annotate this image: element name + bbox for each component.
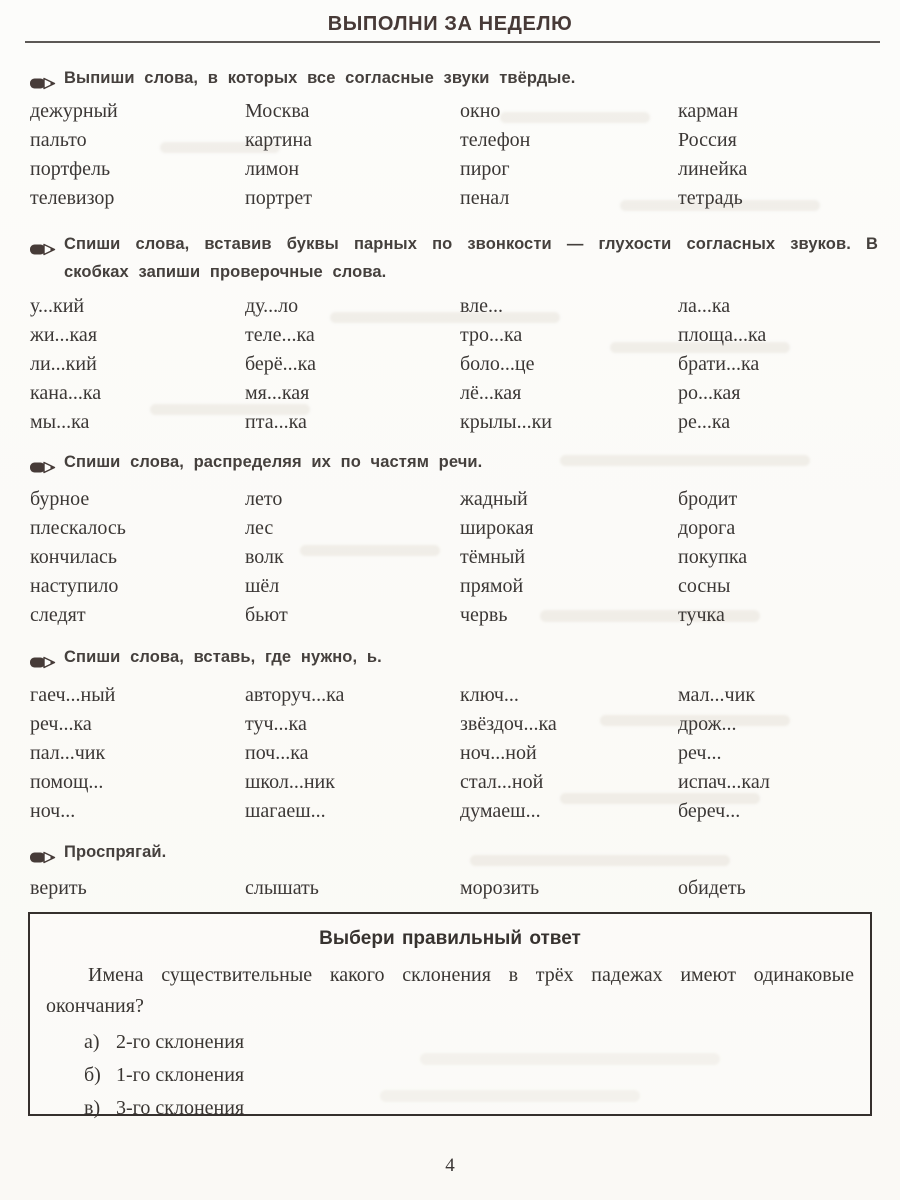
word-item: сосны: [678, 575, 731, 597]
word-item: думаеш...: [460, 800, 541, 822]
quiz-title: Выбери правильный ответ: [319, 928, 581, 949]
word-grid: [30, 485, 878, 630]
word-item: ключ...: [460, 684, 519, 706]
word-item: бурное: [30, 488, 90, 510]
word-item: дежурный: [30, 100, 118, 122]
word-item: мы...ка: [30, 411, 90, 433]
word-item: реч...ка: [30, 713, 92, 735]
task-section-3: [30, 448, 878, 626]
word-item: брати...ка: [678, 353, 760, 375]
pencil-icon: [30, 845, 56, 858]
word-item: Россия: [678, 129, 737, 151]
word-item: берё...ка: [245, 353, 316, 375]
word-item: наступило: [30, 575, 119, 597]
word-item: тетрадь: [678, 187, 743, 209]
word-grid: [30, 681, 878, 826]
word-item: лес: [245, 517, 274, 539]
task-instruction-text: Спиши слова, распределяя их по частям речи.: [64, 453, 483, 471]
word-item: жи...кая: [30, 324, 98, 346]
word-item: ре...ка: [678, 411, 731, 433]
pencil-icon: [30, 71, 56, 84]
task-instruction: [30, 643, 878, 671]
word-item: пал...чик: [30, 742, 106, 764]
word-item: тучка: [678, 604, 725, 626]
word-item: лё...кая: [460, 382, 522, 404]
word-item: теле...ка: [245, 324, 315, 346]
word-item: дорога: [678, 517, 736, 539]
word-item: площа...ка: [678, 324, 767, 346]
word-item: реч...: [678, 742, 722, 764]
word-item: крылы...ки: [460, 411, 552, 433]
word-item: мя...кая: [245, 382, 310, 404]
option-letter: а): [84, 1031, 100, 1053]
word-item: портрет: [245, 187, 313, 209]
word-item: тёмный: [460, 546, 526, 568]
header-divider: [25, 41, 880, 43]
word-item: помощ...: [30, 771, 104, 793]
word-item: телефон: [460, 129, 531, 151]
quiz-option-v: [84, 1092, 854, 1125]
word-item: прямой: [460, 575, 524, 597]
word-item: жадный: [460, 488, 528, 510]
quiz-options: [84, 1026, 854, 1125]
word-item: пенал: [460, 187, 510, 209]
option-text: 3-го склонения: [116, 1097, 245, 1119]
word-item: шёл: [245, 575, 280, 597]
word-item: карман: [678, 100, 739, 122]
word-item: боло...це: [460, 353, 535, 375]
word-item: лето: [245, 488, 283, 510]
page-title: ВЫПОЛНИ ЗА НЕДЕЛЮ: [327, 13, 573, 35]
word-item: туч...ка: [245, 713, 307, 735]
word-item: волк: [245, 546, 284, 568]
word-item: следят: [30, 604, 86, 626]
word-item: окно: [460, 100, 501, 122]
word-item: поч...ка: [245, 742, 309, 764]
task-instruction: [30, 448, 878, 476]
word-item: вле...: [460, 295, 504, 317]
word-item: широкая: [460, 517, 534, 539]
word-item: тро...ка: [460, 324, 523, 346]
word-item: ноч...ной: [460, 742, 537, 764]
word-item: слышать: [245, 877, 319, 899]
option-letter: в): [84, 1097, 101, 1119]
word-item: кончилась: [30, 546, 118, 568]
quiz-question: Имена существительные какого склонения в трёх падежах имеют одинаковые окончания?: [46, 964, 854, 1017]
word-item: береч...: [678, 800, 741, 822]
word-item: ро...кая: [678, 382, 741, 404]
word-item: шагаеш...: [245, 800, 326, 822]
option-text: 2-го склонения: [116, 1031, 245, 1053]
word-item: ноч...: [30, 800, 76, 822]
word-item: дрож...: [678, 713, 737, 735]
task-instruction: [30, 64, 878, 92]
word-item: обидеть: [678, 877, 746, 899]
word-item: мал...чик: [678, 684, 756, 706]
task-instruction: [30, 838, 878, 866]
task-instruction-text: Спиши слова, вставив буквы парных по звонкости — глухости согласных звуков. В скобках запиши проверочные слова.: [64, 235, 878, 281]
word-item: кана...ка: [30, 382, 102, 404]
word-item: школ...ник: [245, 771, 335, 793]
pencil-icon: [30, 455, 56, 468]
word-item: ду...ло: [245, 295, 299, 317]
word-item: испач...кал: [678, 771, 770, 793]
task-instruction-bold: ь.: [357, 648, 382, 666]
word-grid: [30, 97, 878, 213]
word-item: линейка: [678, 158, 748, 180]
task-section-5: [30, 838, 878, 899]
word-item: червь: [460, 604, 508, 626]
option-text: 1-го склонения: [116, 1064, 245, 1086]
word-item: пальто: [30, 129, 87, 151]
task-instruction: [30, 230, 878, 286]
word-item: лимон: [245, 158, 300, 180]
word-item: морозить: [460, 877, 540, 899]
word-item: пта...ка: [245, 411, 307, 433]
word-item: пирог: [460, 158, 510, 180]
word-item: картина: [245, 129, 313, 151]
word-item: телевизор: [30, 187, 115, 209]
task-instruction-text: Проспрягай.: [64, 843, 167, 861]
task-section-4: [30, 643, 878, 822]
page-number: 4: [445, 1155, 455, 1176]
word-item: Москва: [245, 100, 310, 122]
word-item: верить: [30, 877, 87, 899]
word-item: ли...кий: [30, 353, 97, 375]
task-instruction-text: Спиши слова, вставь, где нужно,: [64, 648, 358, 666]
quiz-option-b: [84, 1059, 854, 1092]
word-item: стал...ной: [460, 771, 544, 793]
task-section-1: [30, 64, 878, 209]
word-item: бьют: [245, 604, 288, 626]
word-item: покупка: [678, 546, 748, 568]
word-item: бродит: [678, 488, 738, 510]
option-letter: б): [84, 1064, 101, 1086]
task-section-2: [30, 230, 878, 433]
task-instruction-text: Выпиши слова, в которых все согласные звуки твёрдые.: [64, 69, 576, 87]
word-item: ла...ка: [678, 295, 731, 317]
pencil-icon: [30, 650, 56, 663]
word-grid: [30, 874, 878, 903]
quiz-option-a: [84, 1026, 854, 1059]
quiz-box: [28, 912, 872, 1119]
pencil-icon: [30, 237, 56, 250]
word-item: плескалось: [30, 517, 126, 539]
word-item: звёздоч...ка: [460, 713, 557, 735]
word-grid: [30, 292, 878, 437]
word-item: у...кий: [30, 295, 85, 317]
word-item: портфель: [30, 158, 111, 180]
word-item: авторуч...ка: [245, 684, 345, 706]
word-item: гаеч...ный: [30, 684, 116, 706]
